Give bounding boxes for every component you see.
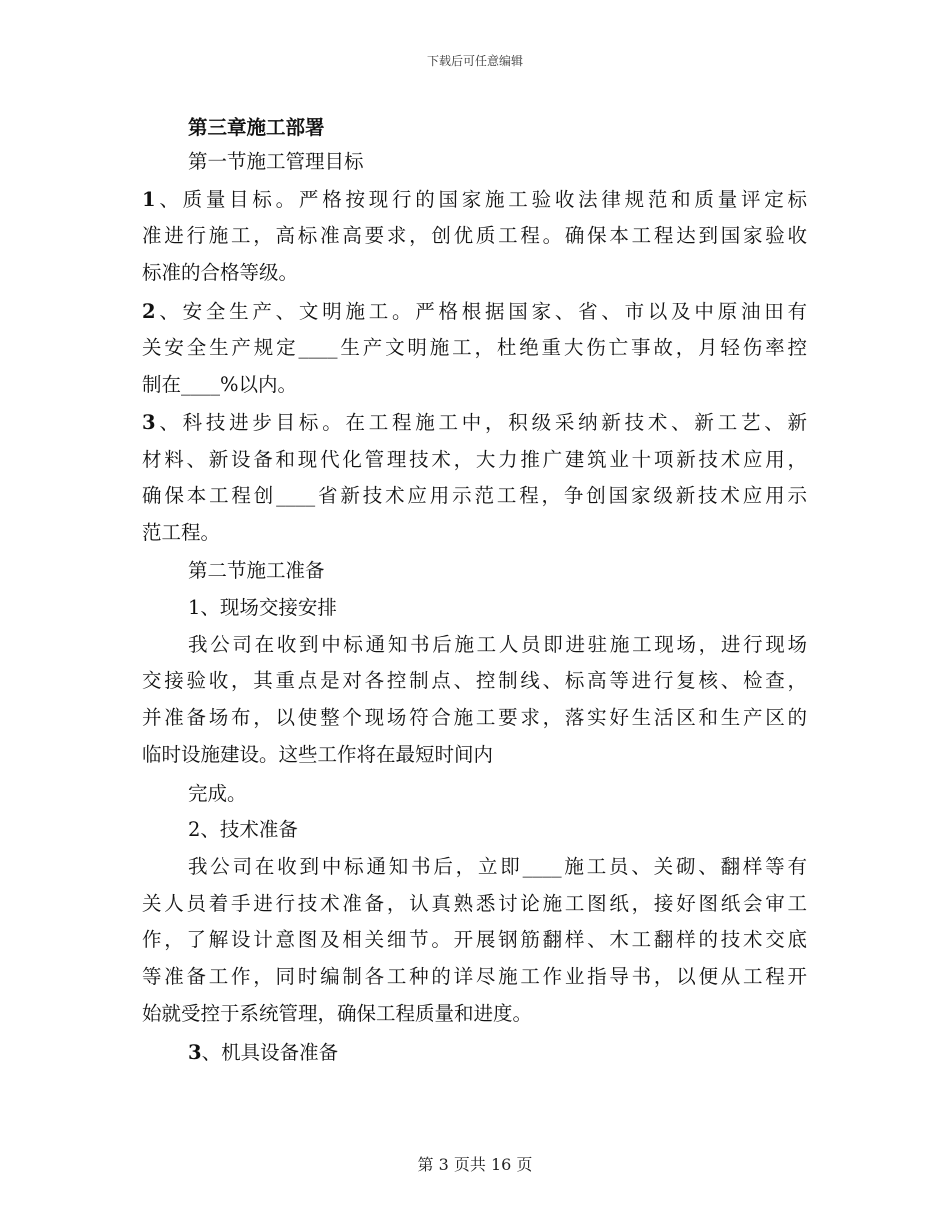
paragraph-line: 完成。 [188,782,247,805]
paragraph-line: 作，了解设计意图及相关细节。开展钢筋翻样、木工翻样的技术交底 [142,928,807,951]
paragraph-line: 准进行施工，高标准高要求，创优质工程。确保本工程达到国家验收 [142,224,807,247]
chapter-title: 第三章施工部署 [188,116,325,139]
subsection-title: 1、现场交接安排 [188,596,337,619]
paragraph-line: 确保本工程创____省新技术应用示范工程，争创国家级新技术应用示 [142,484,807,507]
paragraph-line: 交接验收，其重点是对各控制点、控制线、标高等进行复核、检查， [142,669,807,692]
item-number: 3 [142,411,156,434]
section-title: 第一节施工管理目标 [188,150,364,173]
paragraph-line: 材料、新设备和现代化管理技术，大力推广建筑业十项新技术应用， [142,448,807,471]
paragraph-line: 我公司在收到中标通知书后施工人员即进驻施工现场，进行现场 [188,633,807,656]
subsection-title: 3、机具设备准备 [188,1041,339,1064]
paragraph-line: 我公司在收到中标通知书后，立即____施工员、关砌、翻样等有 [188,855,807,878]
paragraph-line: 临时设施建设。这些工作将在最短时间内 [142,743,494,766]
paragraph-line: 范工程。 [142,521,221,544]
paragraph-line: 3、科技进步目标。在工程施工中，积级采纳新技术、新工艺、新 [142,411,807,434]
section-title: 第二节施工准备 [188,559,325,582]
page-footer: 第 3 页共 16 页 [417,1155,533,1174]
item-number: 1 [142,188,156,211]
paragraph-line: 标准的合格等级。 [142,261,299,284]
subsection-title: 2、技术准备 [188,818,298,841]
item-number: 2 [142,300,156,323]
paragraph-line: 1、质量目标。严格按现行的国家施工验收法律规范和质量评定标 [142,188,807,211]
item-number: 3 [188,1041,202,1064]
paragraph-line: 始就受控于系统管理，确保工程质量和进度。 [142,1002,533,1025]
paragraph-line: 等准备工作，同时编制各工种的详尽施工作业指导书，以便从工程开 [142,965,807,988]
page-header: 下载后可任意编辑 [426,54,523,68]
paragraph-line: 2、安全生产、文明施工。严格根据国家、省、市以及中原油田有 [142,300,807,323]
paragraph-line: 制在____%以内。 [142,373,298,396]
paragraph-line: 关安全生产规定____生产文明施工，杜绝重大伤亡事故，月轻伤率控 [142,336,807,359]
paragraph-line: 并准备场布，以使整个现场符合施工要求，落实好生活区和生产区的 [142,706,807,729]
paragraph-line: 关人员着手进行技术准备，认真熟悉讨论施工图纸，接好图纸会审工 [142,892,807,915]
